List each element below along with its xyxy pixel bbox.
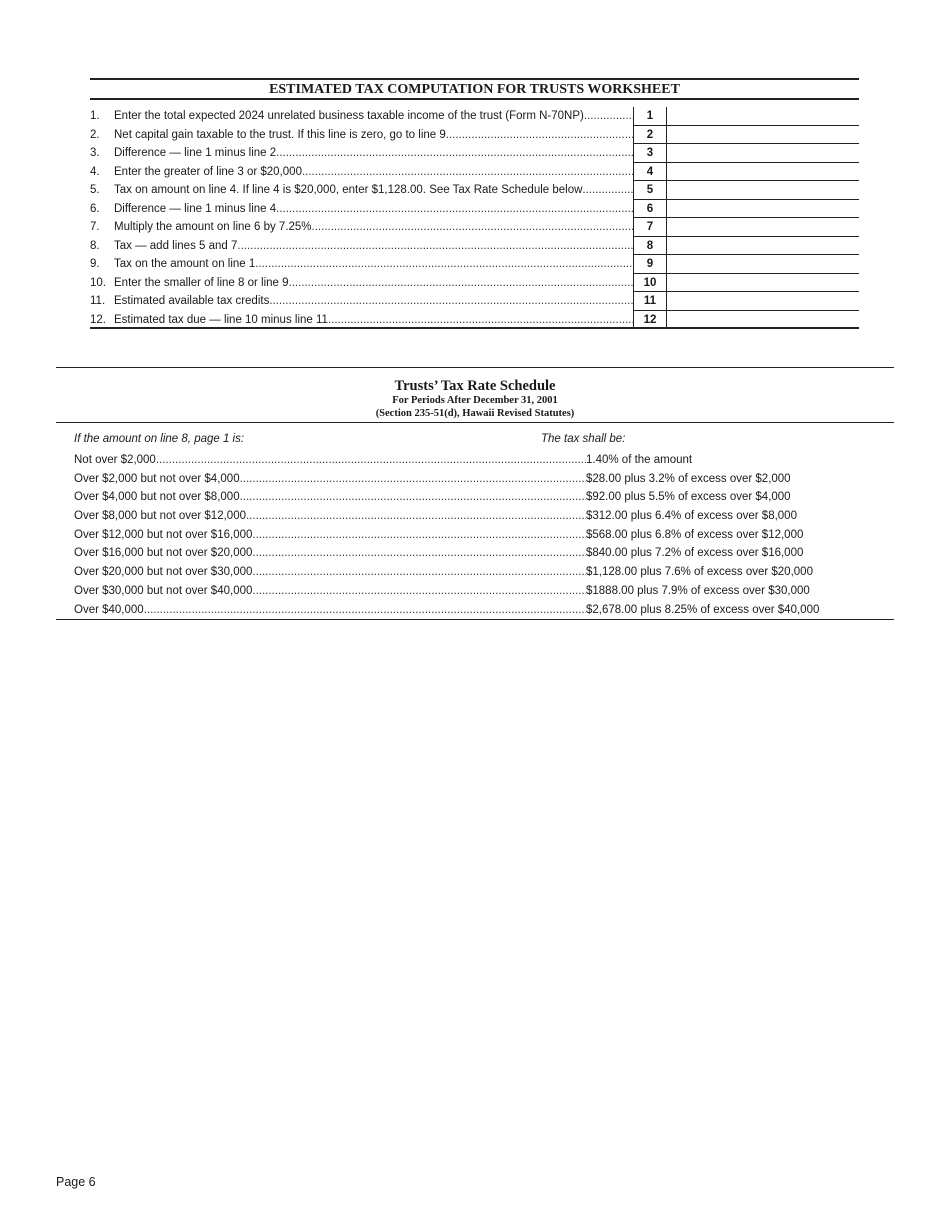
line-amount-field[interactable] bbox=[667, 126, 859, 145]
line-amount-field[interactable] bbox=[667, 274, 859, 293]
line-box-number: 4 bbox=[633, 163, 667, 182]
leader-dots bbox=[246, 507, 586, 526]
leader-dots bbox=[252, 544, 586, 563]
leader-dots bbox=[446, 126, 633, 145]
schedule-row bbox=[74, 601, 894, 620]
schedule-row bbox=[74, 526, 894, 545]
line-number: 4. bbox=[90, 165, 100, 178]
bracket-tax: 1.40% of the amount bbox=[586, 454, 693, 466]
schedule-row bbox=[74, 544, 894, 563]
line-number: 9. bbox=[90, 258, 100, 270]
leader-dots bbox=[328, 311, 633, 328]
line-label: Estimated tax due — line 10 minus line 11 bbox=[114, 313, 328, 326]
line-box-number: 6 bbox=[633, 200, 667, 219]
estimated-tax-worksheet bbox=[90, 78, 859, 329]
leader-dots bbox=[252, 563, 586, 582]
line-box-number: 2 bbox=[633, 126, 667, 145]
bracket-tax: $840.00 plus 7.2% of excess over $16,000 bbox=[586, 547, 804, 560]
worksheet-line bbox=[90, 107, 859, 126]
leader-dots bbox=[276, 144, 633, 163]
line-label: Tax on the amount on line 1 bbox=[114, 258, 256, 270]
line-number: 7. bbox=[90, 221, 100, 233]
line-label: Enter the smaller of line 8 or line 9 bbox=[114, 276, 289, 289]
bracket-range: Not over $2,000 bbox=[74, 454, 156, 466]
bracket-range: Over $12,000 but not over $16,000 bbox=[74, 528, 253, 541]
leader-dots bbox=[582, 181, 633, 200]
line-label: Net capital gain taxable to the trust. If this line is zero, go to line 9 bbox=[114, 128, 446, 141]
line-label: Tax — add lines 5 and 7 bbox=[114, 239, 238, 252]
line-label: Multiply the amount on line 6 by 7.25% bbox=[114, 221, 312, 233]
schedule-title: Trusts’ Tax Rate Schedule bbox=[394, 378, 556, 394]
line-number: 12. bbox=[90, 313, 106, 326]
schedule-row bbox=[74, 563, 894, 582]
bracket-range: Over $8,000 but not over $12,000 bbox=[74, 510, 246, 523]
leader-dots bbox=[240, 488, 586, 507]
line-box-number: 8 bbox=[633, 237, 667, 256]
schedule-row bbox=[74, 507, 894, 526]
column-header-amount: If the amount on line 8, page 1 is: bbox=[74, 433, 245, 445]
worksheet-line bbox=[90, 292, 859, 311]
schedule-statute: (Section 235-51(d), Hawaii Revised Statutes) bbox=[375, 408, 575, 419]
line-box-number: 12 bbox=[633, 311, 667, 330]
line-number: 1. bbox=[90, 110, 100, 122]
worksheet-line bbox=[90, 144, 859, 163]
schedule-row bbox=[74, 451, 894, 470]
bracket-tax: $568.00 plus 6.8% of excess over $12,000 bbox=[586, 528, 804, 541]
bracket-range: Over $2,000 but not over $4,000 bbox=[74, 472, 240, 485]
bracket-tax: $92.00 plus 5.5% of excess over $4,000 bbox=[586, 491, 791, 504]
leader-dots bbox=[255, 255, 633, 274]
leader-dots bbox=[312, 218, 633, 237]
line-box-number: 3 bbox=[633, 144, 667, 163]
worksheet-line bbox=[90, 181, 859, 200]
schedule-column-headers bbox=[74, 432, 894, 451]
line-label: Tax on amount on line 4. If line 4 is $20,000, enter $1,128.00. See Tax Rate Schedule below bbox=[114, 184, 583, 196]
bracket-tax: $312.00 plus 6.4% of excess over $8,000 bbox=[586, 510, 797, 523]
bracket-range: Over $16,000 but not over $20,000 bbox=[74, 547, 253, 560]
line-amount-field[interactable] bbox=[667, 292, 859, 311]
bracket-tax: $2,678.00 plus 8.25% of excess over $40,000 bbox=[586, 603, 820, 616]
line-number: 8. bbox=[90, 239, 100, 252]
line-amount-field[interactable] bbox=[667, 163, 859, 182]
bracket-tax: $28.00 plus 3.2% of excess over $2,000 bbox=[586, 472, 791, 485]
bracket-range: Over $20,000 but not over $30,000 bbox=[74, 566, 253, 579]
leader-dots bbox=[252, 582, 586, 601]
tax-rate-schedule bbox=[56, 367, 894, 620]
line-number: 6. bbox=[90, 202, 100, 215]
column-header-tax: The tax shall be: bbox=[541, 433, 626, 445]
schedule-row bbox=[74, 488, 894, 507]
leader-dots bbox=[252, 526, 586, 545]
worksheet-line bbox=[90, 126, 859, 145]
leader-dots bbox=[156, 451, 586, 470]
line-box-number: 9 bbox=[633, 255, 667, 274]
line-amount-field[interactable] bbox=[667, 255, 859, 274]
line-box-number: 5 bbox=[633, 181, 667, 200]
line-amount-field[interactable] bbox=[667, 311, 859, 330]
line-amount-field[interactable] bbox=[667, 200, 859, 219]
schedule-table bbox=[56, 423, 894, 620]
page-number: Page 6 bbox=[56, 1175, 96, 1189]
leader-dots bbox=[269, 292, 633, 311]
leader-dots bbox=[276, 200, 633, 219]
bracket-range: Over $4,000 but not over $8,000 bbox=[74, 491, 240, 504]
line-number: 2. bbox=[90, 128, 100, 141]
schedule-row bbox=[74, 470, 894, 489]
worksheet-line bbox=[90, 218, 859, 237]
leader-dots bbox=[240, 470, 586, 489]
worksheet-line bbox=[90, 237, 859, 256]
line-label: Estimated available tax credits bbox=[114, 295, 270, 307]
leader-dots bbox=[584, 107, 633, 126]
schedule-row bbox=[74, 582, 894, 601]
bracket-range: Over $40,000 bbox=[74, 603, 144, 616]
bracket-tax: $1888.00 plus 7.9% of excess over $30,000 bbox=[586, 584, 810, 597]
leader-dots bbox=[302, 163, 633, 182]
schedule-header bbox=[56, 368, 894, 423]
line-box-number: 1 bbox=[633, 107, 667, 126]
line-number: 3. bbox=[90, 147, 100, 159]
line-label: Difference — line 1 minus line 4 bbox=[114, 202, 277, 215]
worksheet-line bbox=[90, 255, 859, 274]
line-label: Enter the total expected 2024 unrelated business taxable income of the trust (Form N-70NP) bbox=[114, 110, 584, 122]
bracket-tax: $1,128.00 plus 7.6% of excess over $20,000 bbox=[586, 566, 813, 579]
line-box-number: 10 bbox=[633, 274, 667, 293]
worksheet-lines bbox=[90, 107, 859, 329]
bracket-range: Over $30,000 but not over $40,000 bbox=[74, 584, 253, 597]
worksheet-line bbox=[90, 163, 859, 182]
leader-dots bbox=[289, 274, 633, 293]
leader-dots bbox=[237, 237, 633, 256]
line-label: Difference — line 1 minus line 2 bbox=[114, 147, 277, 159]
line-amount-field[interactable] bbox=[667, 144, 859, 163]
line-box-number: 7 bbox=[633, 218, 667, 237]
worksheet-line bbox=[90, 274, 859, 293]
line-amount-field[interactable] bbox=[667, 218, 859, 237]
worksheet-title: ESTIMATED TAX COMPUTATION FOR TRUSTS WORKSHEET bbox=[90, 80, 859, 100]
line-amount-field[interactable] bbox=[667, 237, 859, 256]
line-number: 10. bbox=[90, 276, 106, 289]
line-number: 11. bbox=[90, 295, 106, 307]
worksheet-line bbox=[90, 200, 859, 219]
line-box-number: 11 bbox=[633, 292, 667, 311]
line-amount-field[interactable] bbox=[667, 181, 859, 200]
line-label: Enter the greater of line 3 or $20,000 bbox=[114, 165, 302, 178]
leader-dots bbox=[144, 601, 586, 620]
worksheet-line bbox=[90, 311, 859, 330]
line-amount-field[interactable] bbox=[667, 107, 859, 126]
line-number: 5. bbox=[90, 184, 100, 196]
schedule-subtitle: For Periods After December 31, 2001 bbox=[392, 395, 558, 406]
